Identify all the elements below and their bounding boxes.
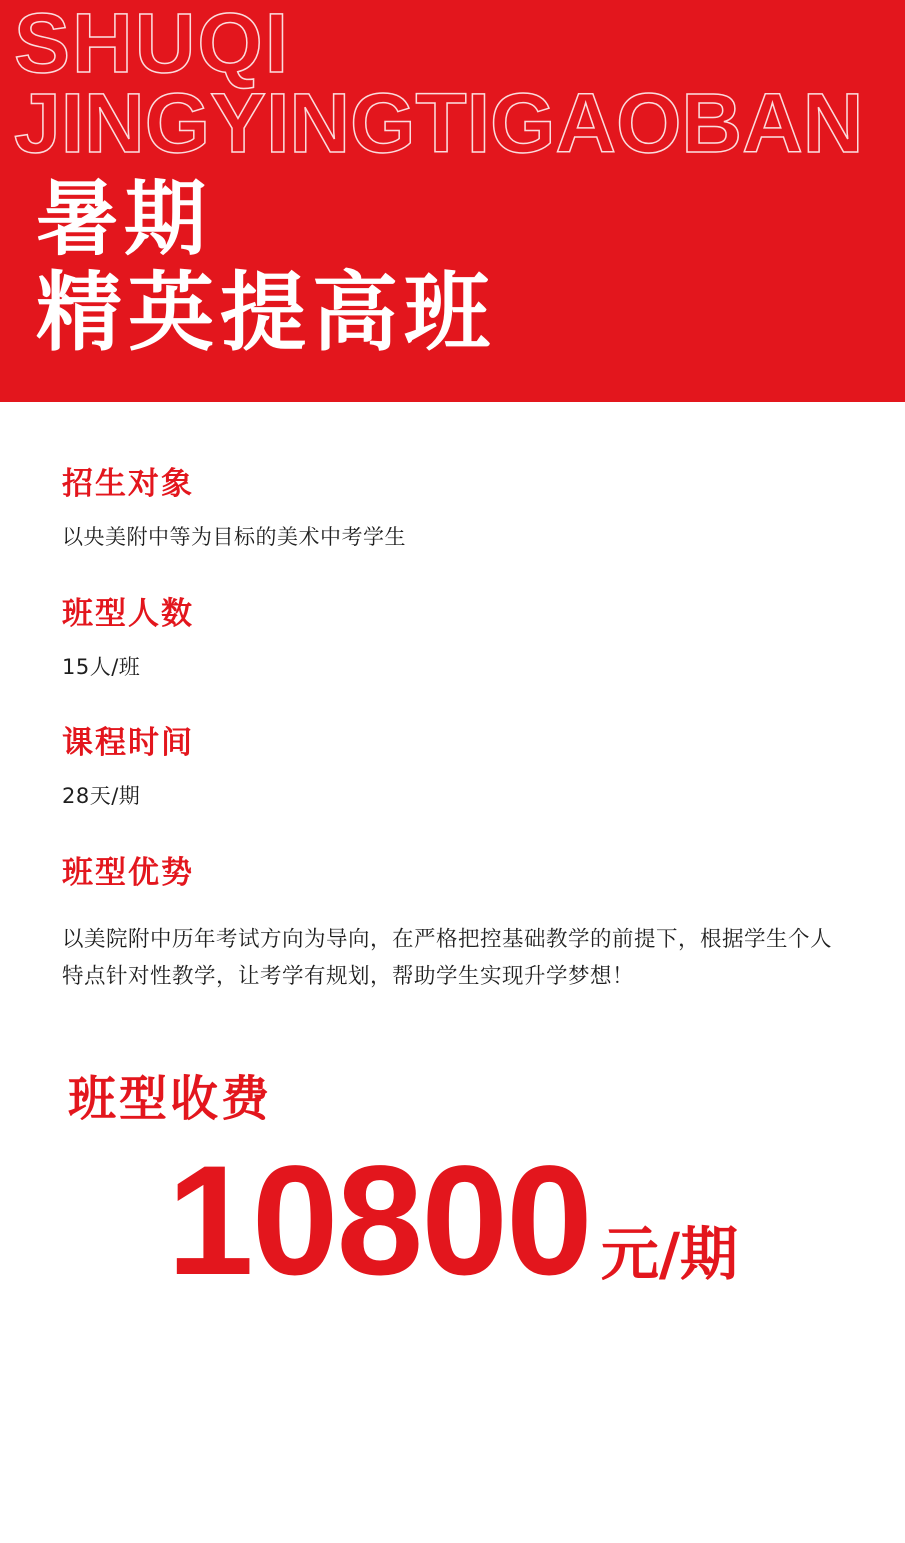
section-enrollment-target	[62, 458, 843, 554]
hero-title-line1: 暑期	[36, 172, 213, 267]
price-row	[62, 1133, 843, 1308]
hero-title	[36, 172, 496, 363]
price-unit: 元/期	[600, 1219, 738, 1288]
price-amount: 10800	[167, 1133, 591, 1308]
price-block	[62, 1050, 843, 1308]
hero-pinyin-line1: SHUQI	[14, 0, 291, 90]
price-label: 班型收费	[68, 1070, 273, 1127]
section-title: 招生对象	[62, 466, 194, 502]
section-course-duration	[62, 717, 843, 813]
section-text: 以央美附中等为目标的美术中考学生	[62, 525, 406, 549]
hero-pinyin-outline	[14, 0, 894, 170]
section-text: 以美院附中历年考试方向为导向，在严格把控基础教学的前提下，根据学生个人特点针对性教学，让考学有规划，帮助学生实现升学梦想！	[62, 926, 833, 989]
section-class-advantage	[62, 847, 843, 996]
section-title: 班型优势	[62, 854, 194, 891]
hero-banner	[0, 0, 905, 402]
section-title: 班型人数	[62, 595, 194, 632]
section-title: 课程时间	[62, 725, 194, 762]
hero-title-line2: 精英提高班	[36, 262, 496, 363]
section-class-size	[62, 588, 843, 684]
hero-pinyin-line2: JINGYINGTIGAOBAN	[14, 75, 864, 170]
section-text: 15人/班	[62, 654, 141, 679]
content-body	[0, 402, 905, 1308]
section-text: 28天/期	[62, 784, 141, 809]
